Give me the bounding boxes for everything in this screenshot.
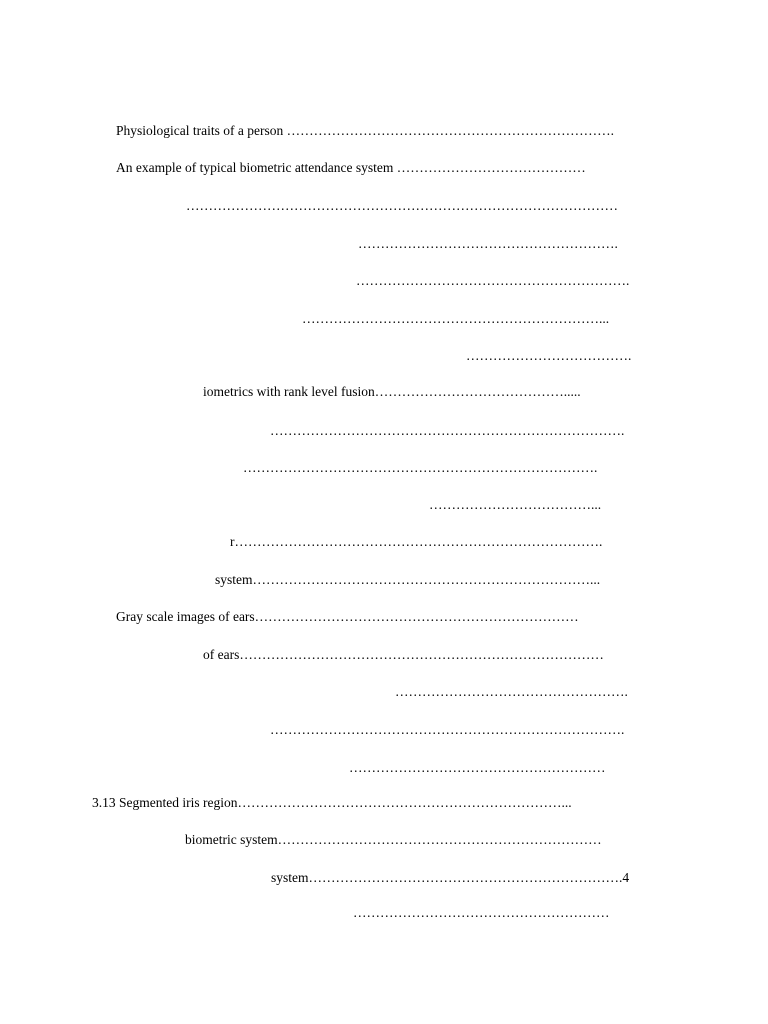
toc-entry-leader-line: …………………………………………………………... bbox=[302, 311, 610, 326]
toc-entry-system-page-4: system…………………………………………………………….4 bbox=[271, 870, 630, 885]
toc-entry-leader-line: …………………………………………………………………………………… bbox=[186, 198, 618, 213]
toc-entry-biometric-system: biometric system……………………………………………………………… bbox=[185, 832, 602, 847]
toc-entry-gray-scale-ears: Gray scale images of ears……………………………………………………………… bbox=[116, 609, 579, 624]
toc-entry-leader-line: ……………………………………………………………………. bbox=[243, 460, 598, 475]
toc-entry-leader-line: ……………………………………………………. bbox=[356, 273, 630, 288]
toc-entry-leader-line: ………………………………. bbox=[466, 348, 632, 363]
toc-entry-leader-line: ………………………………………………… bbox=[353, 905, 610, 920]
toc-entry-segmented-iris-region: 3.13 Segmented iris region………………………………………………………………... bbox=[92, 795, 572, 810]
toc-entry-system: system…………………………………………………………………... bbox=[215, 572, 601, 587]
toc-entry-physiological-traits: Physiological traits of a person ………………………………………………………………. bbox=[116, 123, 614, 138]
toc-entry-biometric-attendance-system: An example of typical biometric attendance system …………………………………… bbox=[116, 160, 586, 175]
toc-entry-leader-line: ……………………………………………………………………. bbox=[270, 722, 625, 737]
toc-entry-rank-level-fusion: iometrics with rank level fusion……………………………………..... bbox=[203, 384, 581, 399]
toc-entry-r: r………………………………………………………………………. bbox=[230, 534, 603, 549]
toc-entry-leader-line: ……………………………………………. bbox=[395, 684, 628, 699]
toc-entry-leader-line: ……………………………………………………………………. bbox=[270, 423, 625, 438]
toc-entry-leader-line: ………………………………... bbox=[429, 497, 602, 512]
toc-entry-of-ears: of ears……………………………………………………………………… bbox=[203, 647, 604, 662]
toc-entry-leader-line: …………………………………………………. bbox=[358, 236, 618, 251]
toc-entry-leader-line: ………………………………………………… bbox=[349, 760, 606, 775]
